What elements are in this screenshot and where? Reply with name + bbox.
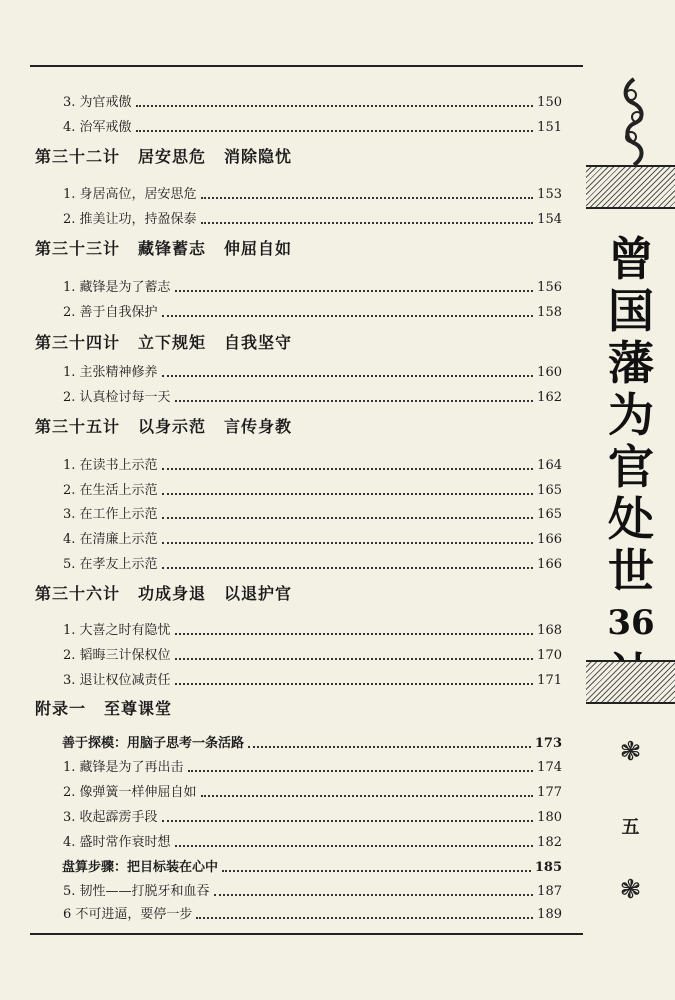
toc-entry[interactable] — [63, 456, 562, 476]
toc-entry[interactable] — [63, 93, 562, 113]
dot-leader — [248, 746, 531, 748]
page-number: 185 — [534, 860, 562, 875]
toc-entry[interactable] — [63, 621, 562, 641]
page-number: 165 — [537, 507, 562, 522]
page-number: 180 — [537, 810, 562, 825]
toc-entry[interactable] — [63, 530, 562, 550]
entry-title: 1. 身居高位，居安思危 — [63, 187, 197, 202]
dot-leader — [175, 658, 534, 660]
entry-title: 1. 藏锋是为了再出击 — [63, 760, 184, 775]
dot-leader — [162, 375, 534, 377]
toc-entry[interactable] — [63, 505, 562, 525]
entry-title: 1. 藏锋是为了蓄志 — [63, 280, 171, 295]
chapter-number: 第三十二计 — [35, 147, 121, 166]
dot-leader — [162, 493, 534, 495]
chapter-title: 藏锋蓄志 — [138, 239, 207, 258]
chapter-title: 居安思危 — [138, 147, 207, 166]
entry-title: 3. 退让权位减责任 — [63, 673, 171, 688]
dot-leader — [196, 917, 533, 919]
hatch-band-bottom — [586, 660, 675, 704]
dot-leader — [162, 820, 534, 822]
page-number: 160 — [537, 365, 562, 380]
flower-icon: ❃ — [619, 737, 642, 767]
page-number: 150 — [537, 95, 562, 110]
page-number: 173 — [534, 736, 562, 751]
page-number-label: 五 — [621, 817, 640, 838]
chapter-subtitle: 伸屈自如 — [224, 239, 293, 258]
chapter-heading — [35, 237, 292, 261]
table-of-contents — [30, 67, 583, 933]
title-char: 处 — [608, 492, 654, 546]
dot-leader — [201, 197, 534, 199]
chapter-number: 第三十三计 — [35, 239, 121, 258]
entry-title: 3. 为官戒傲 — [63, 95, 132, 110]
page-number: 153 — [537, 187, 562, 202]
book-title — [592, 233, 670, 701]
page-number: 154 — [537, 212, 562, 227]
dot-leader — [162, 468, 534, 470]
page-number: 187 — [537, 884, 562, 899]
chapter-heading — [35, 582, 292, 606]
dot-leader — [175, 683, 534, 685]
page-number: 166 — [537, 532, 562, 547]
entry-title: 2. 善于自我保护 — [63, 305, 158, 320]
cloud-ornament-icon — [619, 77, 649, 167]
chapter-number: 第三十六计 — [35, 584, 121, 603]
entry-title: 2. 认真检讨每一天 — [63, 390, 171, 405]
toc-entry[interactable] — [63, 481, 562, 501]
chapter-subtitle: 消除隐忧 — [224, 147, 293, 166]
title-char: 官 — [608, 440, 654, 494]
chapter-number: 附录一 — [35, 699, 87, 718]
chapter-title: 以身示范 — [138, 417, 207, 436]
chapter-subtitle: 自我坚守 — [224, 333, 293, 352]
title-char: 36 — [607, 603, 655, 643]
page-number: 156 — [537, 280, 562, 295]
page-number: 164 — [537, 458, 562, 473]
toc-entry[interactable] — [63, 758, 562, 778]
page-number: 171 — [537, 673, 562, 688]
entry-title: 4. 治军戒傲 — [63, 120, 132, 135]
toc-entry[interactable] — [63, 646, 562, 666]
chapter-heading — [35, 331, 292, 355]
toc-entry[interactable] — [63, 808, 562, 828]
entry-title: 5. 韧性——打脱牙和血吞 — [63, 884, 210, 899]
toc-entry[interactable] — [63, 303, 562, 323]
page-number: 151 — [537, 120, 562, 135]
chapter-number: 第三十四计 — [35, 333, 121, 352]
toc-entry[interactable] — [63, 833, 562, 853]
page-number: 174 — [537, 760, 562, 775]
toc-subheading[interactable] — [62, 858, 562, 878]
toc-entry[interactable] — [63, 671, 562, 691]
dot-leader — [162, 315, 534, 317]
toc-frame — [30, 65, 583, 935]
toc-entry[interactable] — [63, 882, 562, 902]
dot-leader — [162, 517, 534, 519]
chapter-heading — [35, 415, 292, 439]
entry-title: 4. 在清廉上示范 — [63, 532, 158, 547]
toc-entry[interactable] — [63, 118, 562, 138]
dot-leader — [175, 633, 534, 635]
toc-entry[interactable] — [63, 388, 562, 408]
dot-leader — [222, 870, 531, 872]
toc-entry[interactable] — [63, 783, 562, 803]
page-number: 177 — [537, 785, 562, 800]
flower-icon: ❃ — [619, 875, 642, 905]
toc-entry[interactable] — [63, 185, 562, 205]
toc-entry[interactable] — [63, 210, 562, 230]
dot-leader — [175, 400, 534, 402]
chapter-number: 第三十五计 — [35, 417, 121, 436]
toc-entry[interactable] — [63, 905, 562, 925]
page-number: 166 — [537, 557, 562, 572]
title-char: 曾 — [608, 232, 654, 286]
chapter-title: 立下规矩 — [138, 333, 207, 352]
side-panel — [586, 65, 675, 931]
chapter-subtitle: 以退护官 — [224, 584, 293, 603]
entry-title: 盘算步骤：把目标装在心中 — [62, 860, 219, 875]
entry-title: 2. 像弹簧一样伸屈自如 — [63, 785, 197, 800]
dot-leader — [162, 542, 534, 544]
entry-title: 5. 在孝友上示范 — [63, 557, 158, 572]
toc-entry[interactable] — [63, 555, 562, 575]
entry-title: 4. 盛时常作衰时想 — [63, 835, 171, 850]
title-char: 为 — [608, 388, 654, 442]
entry-title: 3. 收起霹雳手段 — [63, 810, 158, 825]
entry-title: 2. 推美让功，持盈保泰 — [63, 212, 197, 227]
chapter-heading — [35, 145, 292, 169]
dot-leader — [188, 770, 534, 772]
title-char: 世 — [608, 544, 654, 598]
title-char: 国 — [608, 284, 654, 338]
page-number: 162 — [537, 390, 562, 405]
dot-leader — [214, 894, 534, 896]
page-number: 165 — [537, 483, 562, 498]
page-number: 168 — [537, 623, 562, 638]
dot-leader — [136, 105, 534, 107]
entry-title: 1. 在读书上示范 — [63, 458, 158, 473]
page-number: 158 — [537, 305, 562, 320]
chapter-subtitle: 言传身教 — [224, 417, 293, 436]
page-number: 182 — [537, 835, 562, 850]
chapter-title: 功成身退 — [138, 584, 207, 603]
dot-leader — [162, 567, 534, 569]
toc-entry[interactable] — [63, 363, 562, 383]
page-number: 170 — [537, 648, 562, 663]
entry-title: 善于探模：用脑子思考一条活路 — [62, 736, 245, 751]
entry-title: 2. 在生活上示范 — [63, 483, 158, 498]
toc-subheading[interactable] — [62, 734, 562, 754]
page-number: 189 — [537, 907, 562, 922]
entry-title: 6 不可进逼，要停一步 — [63, 907, 193, 922]
chapter-title: 至尊课堂 — [104, 699, 173, 718]
dot-leader — [175, 845, 534, 847]
title-char: 藩 — [608, 336, 654, 390]
hatch-band-top — [586, 165, 675, 209]
entry-title: 2. 韬晦三计保权位 — [63, 648, 171, 663]
dot-leader — [175, 290, 534, 292]
entry-title: 3. 在工作上示范 — [63, 507, 158, 522]
toc-entry[interactable] — [63, 278, 562, 298]
dot-leader — [201, 795, 534, 797]
dot-leader — [201, 222, 534, 224]
entry-title: 1. 主张精神修养 — [63, 365, 158, 380]
chapter-heading — [35, 697, 190, 721]
dot-leader — [136, 130, 534, 132]
entry-title: 1. 大喜之时有隐忧 — [63, 623, 171, 638]
